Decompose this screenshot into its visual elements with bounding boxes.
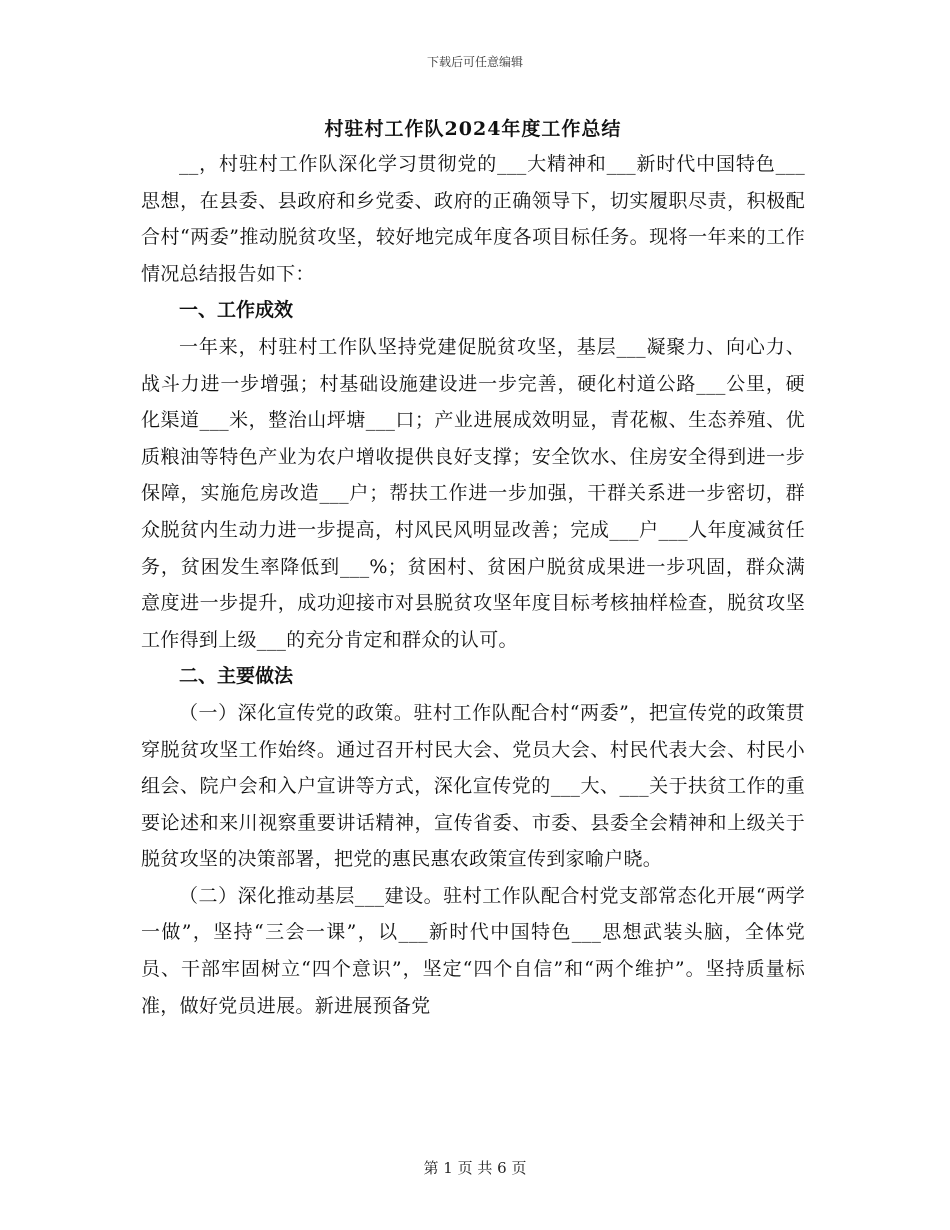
document-title: 村驻村工作队2024年度工作总结 [324, 118, 622, 140]
methods-paragraph-1: （一）深化宣传党的政策。驻村工作队配合村“两委”，把宣传党的政策贯穿脱贫攻坚工作始终。通过召开村民大会、党员大会、村民代表大会、村民小组会、院户会和入户宣讲等方式，深化宣传党的___大、___关于扶贫工作的重要论述和来川视察重要讲话精神，宣传省委、市委、县委全会精神和上级关于脱贫攻坚的决策部署，把党的惠民惠农政策宣传到家喻户晓。 [141, 701, 805, 871]
page-number-footer: 第 1 页 共 6 页 [423, 1159, 527, 1177]
header-note: 下载后可任意编辑 [426, 55, 523, 69]
methods-paragraph-2: （二）深化推动基层___建设。驻村工作队配合村党支部常态化开展“两学一做”，坚持“三会一课”，以___新时代中国特色___思想武装头脑，全体党员、干部牢固树立“四个意识”，坚定“四个自信”和“两个维护”。坚持质量标准，做好党员进展。新进展预备党 [141, 884, 805, 1017]
intro-paragraph: __，村驻村工作队深化学习贯彻党的___大精神和___新时代中国特色___思想，在县委、县政府和乡党委、政府的正确领导下，切实履职尽责，积极配合村“两委”推动脱贫攻坚，较好地完成年度各项目标任务。现将一年来的工作情况总结报告如下： [141, 153, 805, 285]
section-heading-methods: 二、主要做法 [179, 665, 294, 688]
results-paragraph: 一年来，村驻村工作队坚持党建促脱贫攻坚，基层___凝聚力、向心力、战斗力进一步增强；村基础设施建设进一步完善，硬化村道公路___公里，硬化渠道___米，整治山坪塘___口；产业进展成效明显，青花椒、生态养殖、优质粮油等特色产业为农户增收提供良好支撑；安全饮水、住房安全得到进一步保障，实施危房改造___户；帮扶工作进一步加强，干群关系进一步密切，群众脱贫内生动力进一步提高，村风民风明显改善；完成___户___人年度减贫任务，贫困发生率降低到___%；贫困村、贫困户脱贫成果进一步巩固，群众满意度进一步提升，成功迎接市对县脱贫攻坚年度目标考核抽样检查，脱贫攻坚工作得到上级___的充分肯定和群众的认可。 [141, 335, 805, 651]
section-heading-results: 一、工作成效 [179, 299, 294, 322]
document-body [141, 112, 805, 1024]
